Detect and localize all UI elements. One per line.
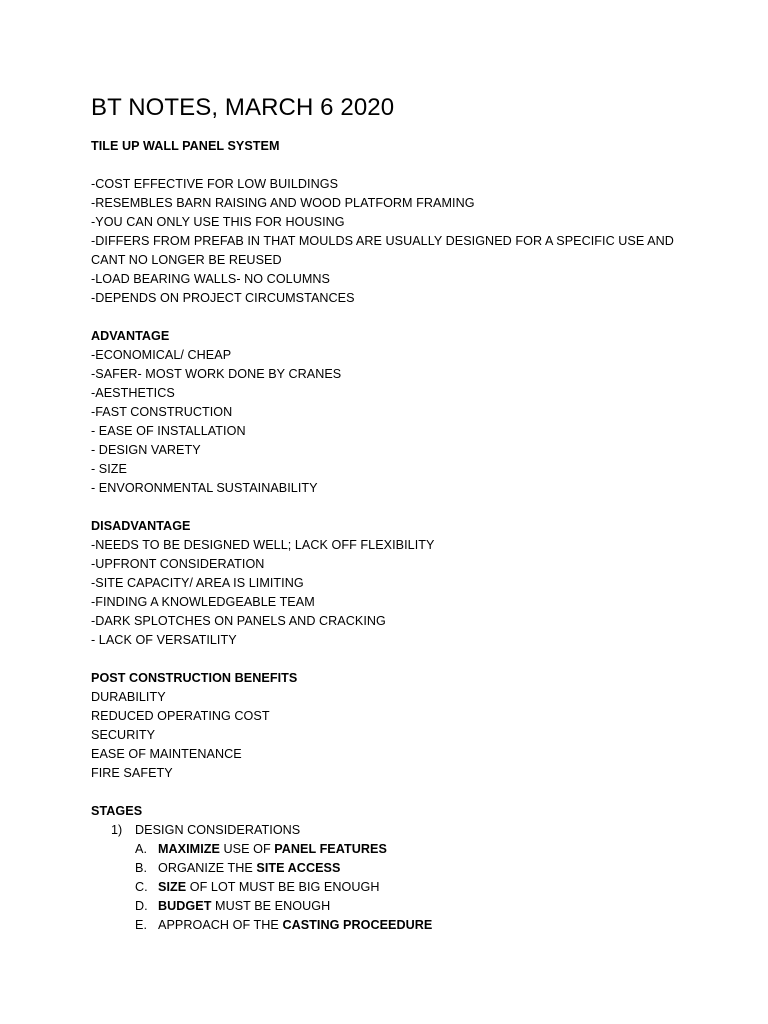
- subitem-keyword: BUDGET: [158, 899, 212, 913]
- stage-subitem: [91, 916, 751, 935]
- subitem-text: ORGANIZE THE: [158, 861, 257, 875]
- section-heading: TILE UP WALL PANEL SYSTEM: [91, 139, 280, 153]
- subitem-keyword: MAXIMIZE: [158, 842, 220, 856]
- stages-heading: STAGES: [91, 804, 143, 818]
- stage-subitem: [91, 897, 751, 916]
- benefit-item: REDUCED OPERATING COST: [91, 709, 270, 723]
- advantage-item: - ENVORONMENTAL SUSTAINABILITY: [91, 481, 318, 495]
- stage-number: 1): [111, 823, 123, 837]
- subitem-keyword: SIZE: [158, 880, 187, 894]
- note-line: CANT NO LONGER BE REUSED: [91, 253, 282, 267]
- subitem-text: APPROACH OF THE: [158, 918, 283, 932]
- benefit-item: DURABILITY: [91, 690, 166, 704]
- subitem-keyword: SITE ACCESS: [256, 861, 341, 875]
- advantage-heading: ADVANTAGE: [91, 329, 170, 343]
- benefit-item: EASE OF MAINTENANCE: [91, 747, 242, 761]
- document-title: BT NOTES, MARCH 6 2020: [91, 94, 395, 121]
- advantage-item: -FAST CONSTRUCTION: [91, 405, 233, 419]
- advantage-item: - SIZE: [91, 462, 127, 476]
- advantage-item: -SAFER- MOST WORK DONE BY CRANES: [91, 367, 342, 381]
- note-line: -COST EFFECTIVE FOR LOW BUILDINGS: [91, 177, 339, 191]
- disadvantage-heading: DISADVANTAGE: [91, 519, 191, 533]
- stage-item: [91, 821, 751, 840]
- subitem-letter: E.: [135, 918, 147, 932]
- advantage-item: - DESIGN VARETY: [91, 443, 201, 457]
- disadvantage-item: -UPFRONT CONSIDERATION: [91, 557, 265, 571]
- subitem-text: USE OF: [219, 842, 275, 856]
- stage-subitem: [91, 878, 751, 897]
- stage-subitem: [91, 840, 751, 859]
- note-line: -DIFFERS FROM PREFAB IN THAT MOULDS ARE USUALLY DESIGNED FOR A SPECIFIC USE AND: [91, 234, 674, 248]
- subitem-letter: C.: [135, 880, 148, 894]
- subitem-text: OF LOT MUST BE BIG ENOUGH: [186, 880, 380, 894]
- subitem-text: MUST BE ENOUGH: [211, 899, 331, 913]
- note-line: -RESEMBLES BARN RAISING AND WOOD PLATFORM FRAMING: [91, 196, 475, 210]
- subitem-keyword: CASTING PROCEEDURE: [282, 918, 433, 932]
- advantage-item: - EASE OF INSTALLATION: [91, 424, 246, 438]
- subitem-letter: A.: [135, 842, 147, 856]
- stage-label: DESIGN CONSIDERATIONS: [135, 823, 301, 837]
- benefit-item: FIRE SAFETY: [91, 766, 173, 780]
- advantage-item: -ECONOMICAL/ CHEAP: [91, 348, 232, 362]
- disadvantage-item: -FINDING A KNOWLEDGEABLE TEAM: [91, 595, 315, 609]
- advantage-item: -AESTHETICS: [91, 386, 175, 400]
- subitem-keyword: PANEL FEATURES: [274, 842, 387, 856]
- note-line: -YOU CAN ONLY USE THIS FOR HOUSING: [91, 215, 345, 229]
- disadvantage-item: -SITE CAPACITY/ AREA IS LIMITING: [91, 576, 304, 590]
- document-body: [91, 137, 751, 935]
- disadvantage-item: - LACK OF VERSATILITY: [91, 633, 237, 647]
- disadvantage-item: -DARK SPLOTCHES ON PANELS AND CRACKING: [91, 614, 386, 628]
- note-line: -LOAD BEARING WALLS- NO COLUMNS: [91, 272, 331, 286]
- benefit-item: SECURITY: [91, 728, 156, 742]
- disadvantage-item: -NEEDS TO BE DESIGNED WELL; LACK OFF FLEXIBILITY: [91, 538, 435, 552]
- stage-subitem: [91, 859, 751, 878]
- subitem-letter: B.: [135, 861, 147, 875]
- benefits-heading: POST CONSTRUCTION BENEFITS: [91, 671, 298, 685]
- note-line: -DEPENDS ON PROJECT CIRCUMSTANCES: [91, 291, 355, 305]
- subitem-letter: D.: [135, 899, 148, 913]
